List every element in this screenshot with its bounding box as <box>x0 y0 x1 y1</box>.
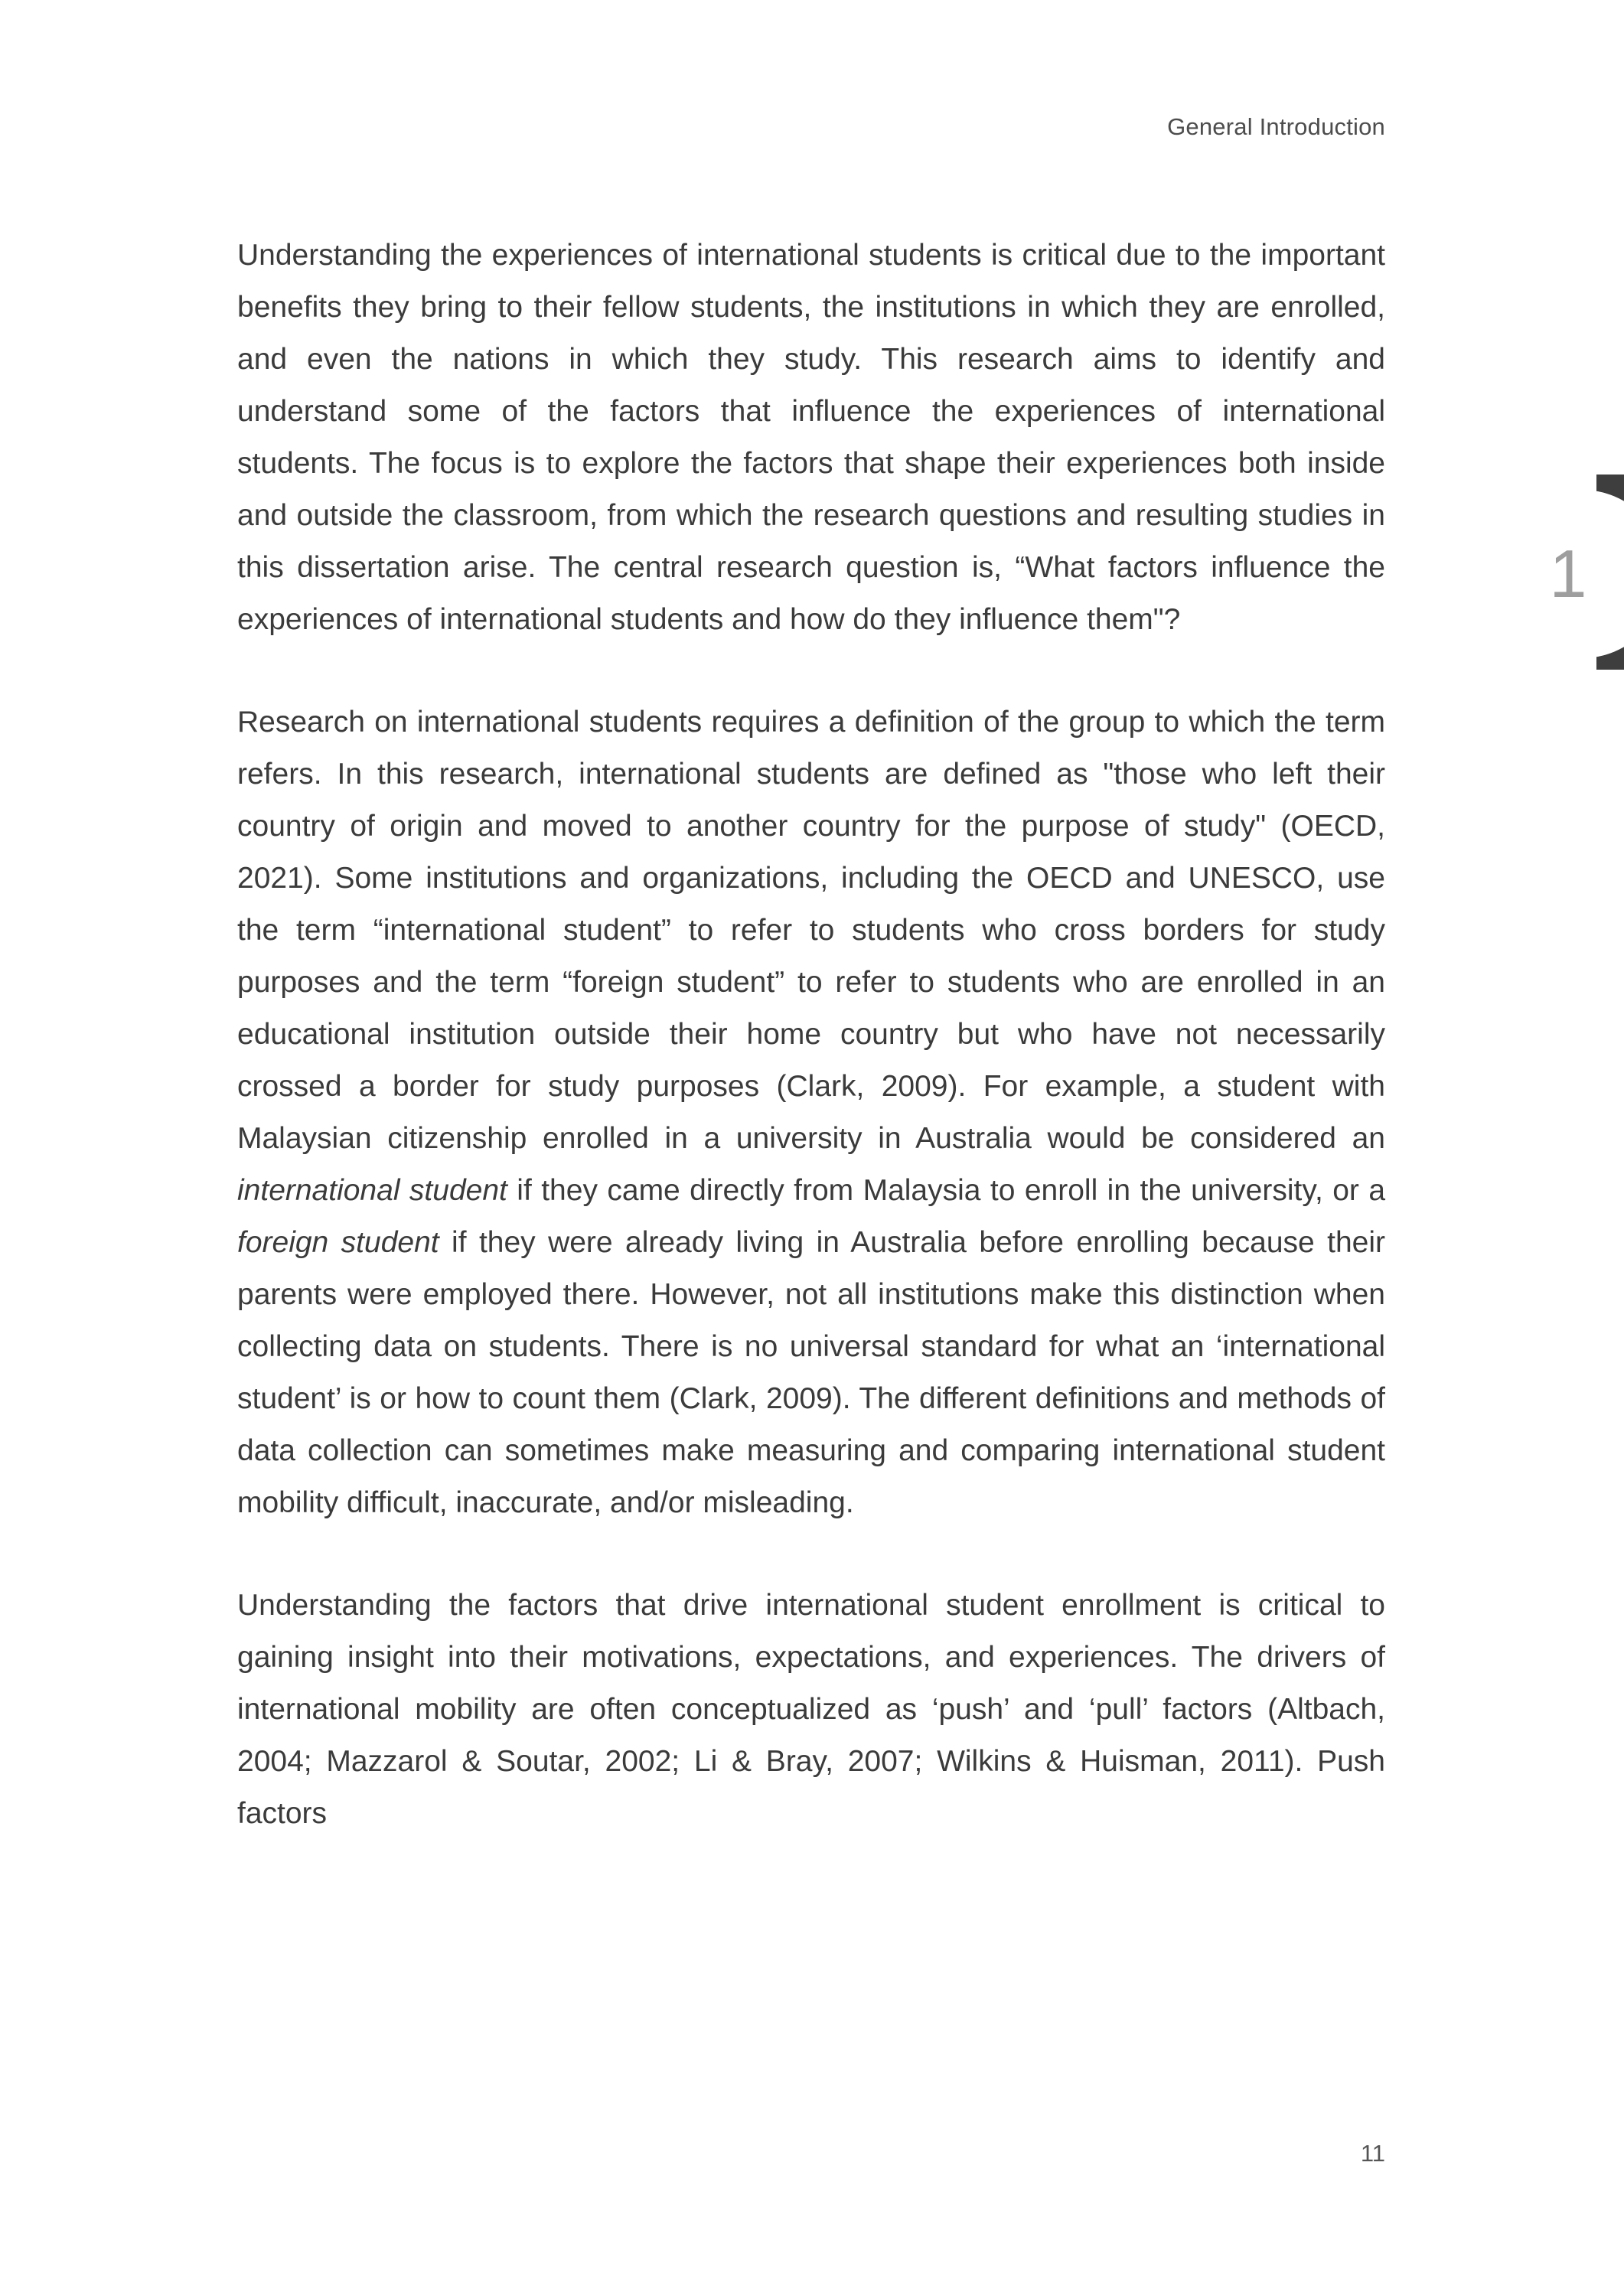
paragraph-2-text-continued: if they came directly from Malaysia to enroll in the university, or a <box>507 1174 1386 1207</box>
running-header: General Introduction <box>1167 113 1385 140</box>
paragraph-2-italic-term-international-student: international student <box>237 1174 507 1207</box>
body-text <box>237 230 1385 1890</box>
paragraph-2-text-end: if they were already living in Australia before enrolling because their parents were employed there. However, not all institutions make this distinction when collecting data on students. There is no universal standard for what an ‘international student’ is or how to count them (Clark, 2009). The different definitions and methods of data collection can sometimes make measuring and comparing international student mobility difficult, inaccurate, and/or misleading. <box>237 1226 1386 1519</box>
paragraph-1 <box>237 230 1385 646</box>
paragraph-2-italic-term-foreign-student: foreign student <box>237 1226 439 1259</box>
paragraph-3 <box>237 1580 1385 1840</box>
paragraph-1-text: Understanding the experiences of international students is critical due to the important benefits they bring to their fellow students, the institutions in which they are enrolled, and even the nations in which they study. This research aims to identify and understand some of the factors that influence the experiences of international students. The focus is to explore the factors that shape their experiences both inside and outside the classroom, from which the research questions and resulting studies in this dissertation arise. The central research question is, “What factors influence the experiences of international students and how do they influence them"? <box>237 239 1385 636</box>
paragraph-2-text: Research on international students requires a definition of the group to which the term refers. In this research, international students are defined as "those who left their country of origin and moved to another country for the purpose of study" (OECD, 2021). Some institutions and organizations, including the OECD and UNESCO, use the term “international student” to refer to students who cross borders for study purposes and the term “foreign student” to refer to students who are enrolled in an educational institution outside their home country but who have not necessarily crossed a border for study purposes (Clark, 2009). For example, a student with Malaysian citizenship enrolled in a university in Australia would be considered an <box>237 706 1385 1155</box>
paragraph-2 <box>237 696 1385 1529</box>
page-number: 11 <box>1360 2140 1385 2167</box>
paragraph-3-text: Understanding the factors that drive international student enrollment is critical to gaining insight into their motivations, expectations, and experiences. The drivers of international mobility are often conceptualized as ‘push’ and ‘pull’ factors (Altbach, 2004; Mazzarol & Soutar, 2002; Li & Bray, 2007; Wilkins & Huisman, 2011). Push factors <box>237 1589 1385 1830</box>
chapter-tab-circle <box>1498 490 1624 658</box>
chapter-number: 1 <box>1549 536 1587 612</box>
